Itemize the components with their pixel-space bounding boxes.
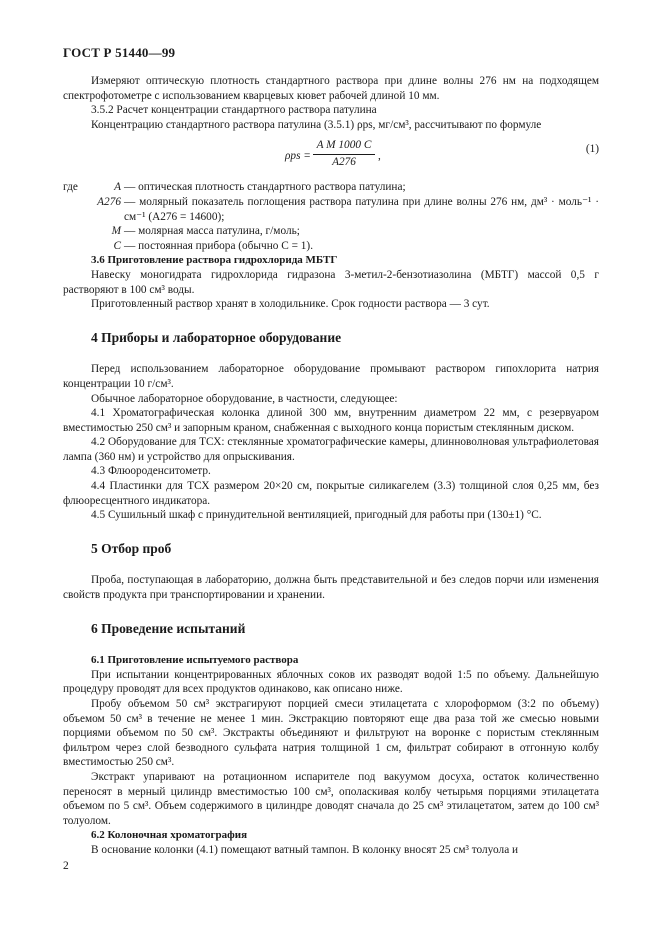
definition-symbol: C	[113, 239, 121, 252]
section-heading: 4 Приборы и лабораторное оборудование	[91, 329, 342, 345]
paragraph: 4.5 Сушильный шкаф с принудительной вентиляцией, пригодный для работы при (130±1) °С.	[91, 509, 542, 522]
definition-symbol: M	[111, 225, 121, 238]
paragraph: 4.4 Пластинки для ТСХ размером 20×20 см, покрытые силикагелем (3.3) толщиной слоя 0,25 мм, без флюоресцентного индикатора.	[63, 480, 599, 507]
formula-lhs: ρps =	[285, 150, 311, 163]
definition-item	[63, 180, 599, 195]
formula-tail: ,	[378, 150, 381, 163]
subsection-heading: 6.1 Приготовление испытуемого раствора	[91, 654, 299, 667]
paragraph: Пробу объемом 50 см³ экстрагируют порцией смеси этилацетата с хлороформом (3:2 по объему) объемом 50 см³ в течение не менее 1 мин. Экстракцию повторяют еще два раза той же смесью новыми порциями объемом по 50 см³. Экстракты объединяют и фильтруют на воронке с пористым стеклянным фильтром через слой безводного сульфата натрия толщиной 1 см, фильтрат собирают в отгонную колбу вместимостью 250 см³.	[63, 698, 599, 769]
paragraph: Проба, поступающая в лабораторию, должна быть представительной и без следов порчи или изменения свойств продукта при транспортировании и хранении.	[63, 574, 599, 602]
paragraph: В основание колонки (4.1) помещают ватный тампон. В колонку вносят 25 см³ толуола и	[91, 843, 519, 856]
paragraph: Обычное лабораторное оборудование, в частности, следующее:	[91, 392, 398, 405]
page-number: 2	[63, 860, 69, 872]
definition-lead	[63, 195, 91, 224]
formula-number: (1)	[585, 143, 599, 156]
definitions-list	[63, 180, 599, 253]
paragraph: Измеряют оптическую плотность стандартного раствора при длине волны 276 нм на подходящем спектрофотометре с использованием кварцевых кювет рабочей длиной 10 мм.	[63, 75, 599, 102]
section-heading: 5 Отбор проб	[91, 540, 172, 556]
formula-denominator: A276	[332, 155, 356, 168]
definition-lead	[63, 224, 91, 239]
definition-text: — постоянная прибора (обычно C = 1).	[124, 239, 314, 252]
definition-symbol: A	[114, 181, 121, 194]
paragraph: Перед использованием лабораторное оборудование промывают раствором гипохлорита натрия концентрации 10 г/см³.	[63, 363, 599, 390]
section-heading: 6 Проведение испытаний	[91, 620, 246, 636]
subsection-heading: 3.5.2 Расчет концентрации стандартного раствора патулина	[91, 104, 377, 117]
paragraph: 4.3 Флюороденситометр.	[91, 465, 211, 478]
definition-lead: где	[63, 181, 78, 194]
definition-lead	[63, 239, 91, 254]
paragraph: Приготовленный раствор хранят в холодильнике. Срок годности раствора — 3 сут.	[91, 298, 490, 311]
definition-symbol: A276	[97, 195, 121, 208]
formula-numerator: A M 1000 C	[313, 138, 375, 155]
paragraph: 4.2 Оборудование для ТСХ: стеклянные хроматографические камеры, длинноволновая ультрафиолетовая лампа (360 нм) и устройство для опрыскивания.	[63, 436, 599, 463]
definition-item	[63, 195, 599, 224]
subsection-heading: 6.2 Колоночная хроматография	[91, 829, 248, 842]
paragraph: Навеску моногидрата гидрохлорида гидразона 3-метил-2-бензотиазолина (МБТГ) массой 0,5 г растворяют в 100 см³ воды.	[63, 268, 599, 296]
formula-fraction	[313, 138, 375, 169]
definition-text: — молярный показатель поглощения раствора патулина при длине волны 276 нм, дм³ · моль⁻¹ · см⁻¹ (A276 = 14600);	[124, 195, 599, 223]
document-body	[63, 74, 599, 858]
definition-text: — оптическая плотность стандартного раствора патулина;	[124, 181, 406, 194]
document-header: ГОСТ Р 51440—99	[63, 45, 176, 60]
paragraph: При испытании концентрированных яблочных соков их разводят водой 1:5 по объему. Дальнейшую процедуру проводят для всех продуктов одинаково, как описано ниже.	[63, 668, 599, 696]
formula-1	[63, 138, 599, 176]
paragraph: Экстракт упаривают на ротационном испарителе под вакуумом досуха, остаток количественно переносят в мерный цилиндр вместимостью 100 см³, ополаскивая колбу четырьмя порциями этилацетата объемом по 5 см³. Объем содержимого в цилиндре доводят сначала до 25 см³ этилацетатом, затем до 100 см³ толуолом.	[63, 770, 599, 827]
definition-item	[63, 239, 599, 254]
subsection-heading: 3.6 Приготовление раствора гидрохлорида МБТГ	[91, 254, 338, 267]
paragraph: 4.1 Хроматографическая колонка длиной 300 мм, внутренним диаметром 22 мм, с резервуаром вместимостью 250 см³ и запорным краном, снабженная с выходного конца пористым стеклянным диском.	[63, 407, 599, 434]
definition-text: — молярная масса патулина, г/моль;	[124, 225, 300, 238]
definition-item	[63, 224, 599, 239]
paragraph: Концентрацию стандартного раствора патулина (3.5.1) ρps, мг/см³, рассчитывают по формуле	[91, 118, 542, 131]
